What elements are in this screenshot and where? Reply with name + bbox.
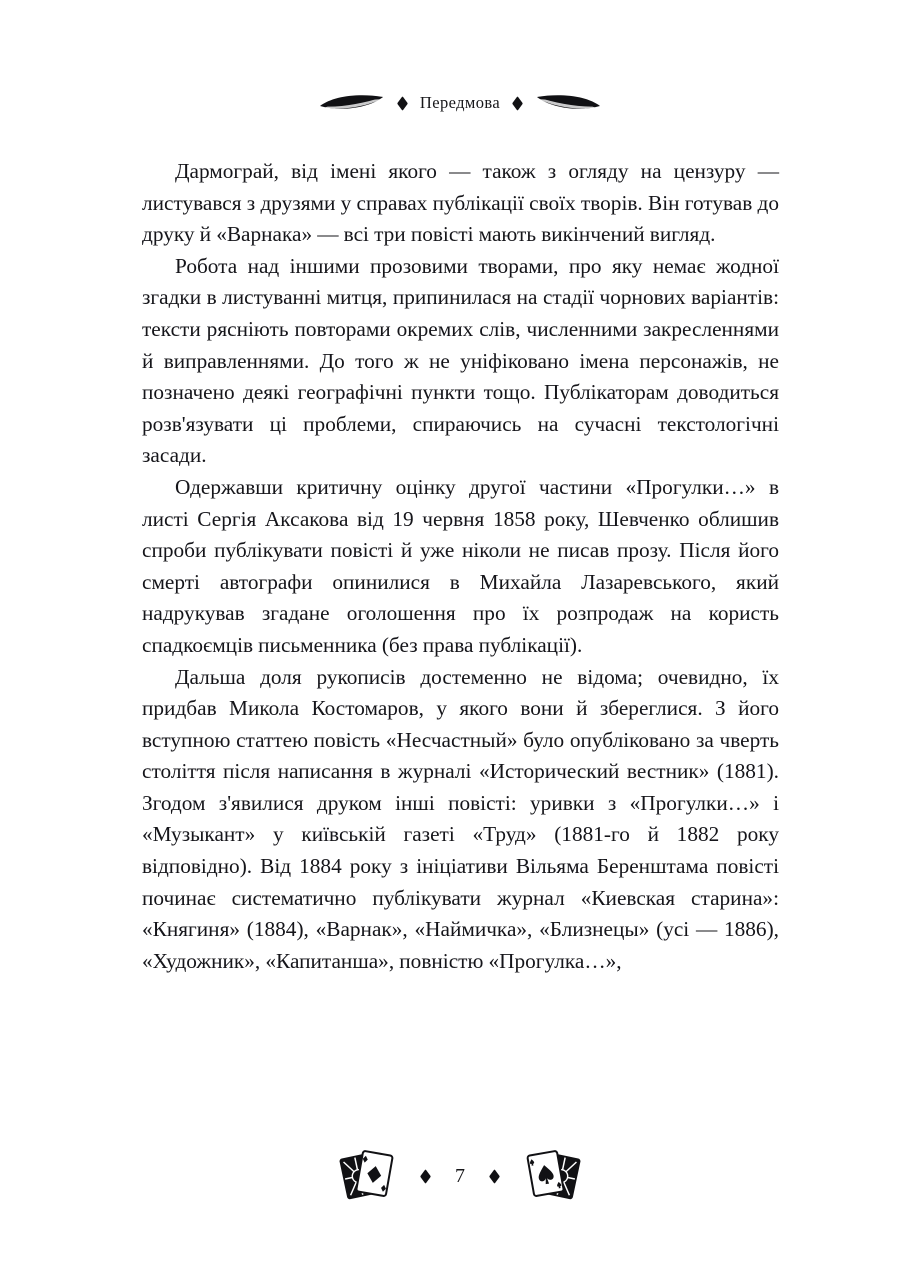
diamond-icon-footer-left [420,1169,431,1184]
body-text [142,156,779,977]
diamond-icon-right [512,96,523,111]
leaf-ornament-right [535,94,601,112]
diamond-icon-footer-right [489,1169,500,1184]
page-number: 7 [455,1164,465,1187]
page-footer [0,1146,920,1206]
running-head-title: Передмова [419,93,501,112]
paragraph: Дармограй, від імені якого — також з огляду на цензуру — листувався з друзями у справах публікації своїх творів. Він готував до друку й «Варнака» — всі три повісті мають викінчений вигляд. [142,159,779,247]
leaf-ornament-left [319,94,385,112]
paragraph: Робота над іншими прозовими творами, про яку немає жодної згадки в листуванні митця, припинилася на стадії чорнових варіантів: тексти рясніють повторами окремих слів, численними закресленнями й виправленнями. До того ж не уніфіковано імена персонажів, не позначено деякі географічні пункти тощо. Публікаторам доводиться розв'язувати ці проблеми, спираючись на сучасні текстологічні засади. [142,253,779,468]
playing-cards-ornament-right [520,1146,582,1206]
diamond-icon-left [397,96,408,111]
paragraph: Одержавши критичну оцінку другої частини «Прогулки…» в листі Сергія Аксакова від 19 червня 1858 року, Шевченко облишив спроби публікувати повісті й уже ніколи не писав прозу. Після його смерті автографи опинилися в Михайла Лазаревського, який надрукував згадане оголошення про їх розпродаж на користь спадкоємців письменника (без права публікації). [142,474,779,657]
paragraph: Дальша доля рукописів достеменно не відома; очевидно, їх придбав Микола Костомаров, у якого вони й збереглися. З його вступною статтею повість «Несчастный» було опубліковано за чверть століття після написання в журналі «Исторический вестник» (1881). Згодом з'явилися друком інші повісті: уривки з «Прогулки…» і «Музыкант» у київській газеті «Труд» (1881-го й 1882 року відповідно). Від 1884 року з ініціативи Вільяма Беренштама повісті починає систематично публікувати журнал «Киевская старина»: «Княгиня» (1884), «Варнак», «Наймичка», «Близнецы» (усі — 1886), «Художник», «Капитанша», повністю «Прогулка…», [142,664,779,973]
playing-cards-ornament-left [338,1146,400,1206]
running-head [0,93,920,113]
